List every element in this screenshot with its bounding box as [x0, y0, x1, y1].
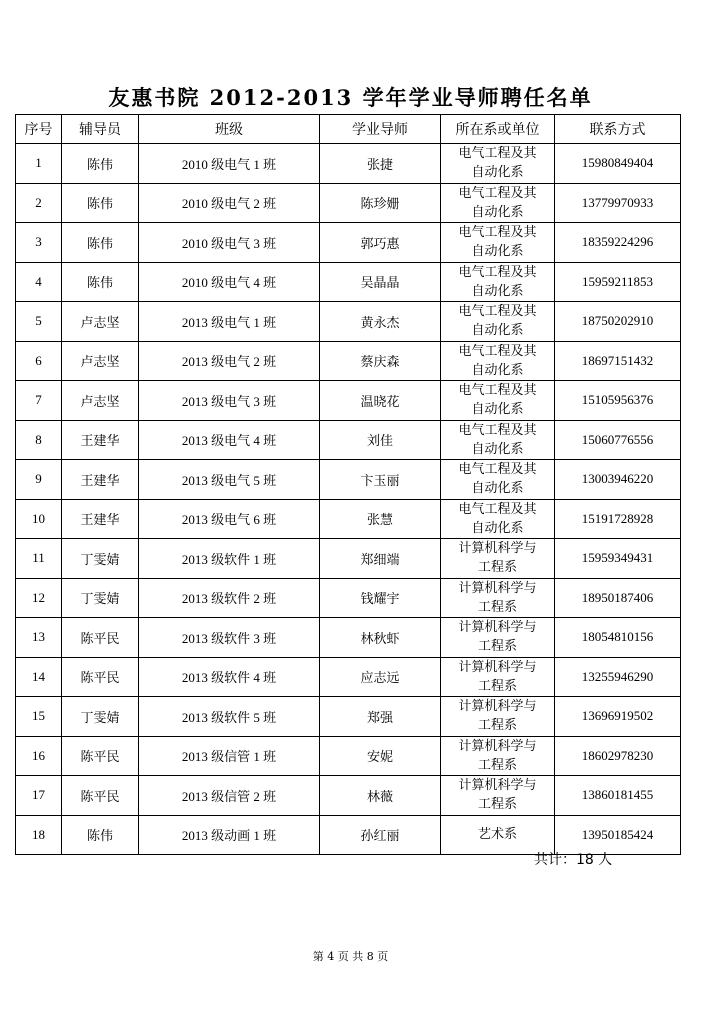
- cell-department: [441, 657, 555, 697]
- department-line: 工程系: [477, 599, 517, 615]
- table-row: [16, 302, 681, 342]
- cell-serial: 3: [16, 223, 62, 263]
- page-footer: 第 4 页 共 8 页: [312, 950, 389, 963]
- cell-contact: 13003946220: [555, 460, 681, 500]
- cell-counselor: 卢志坚: [62, 381, 139, 421]
- cell-mentor: 陈珍姗: [320, 183, 441, 223]
- department-line: 电气工程及其: [458, 264, 537, 280]
- cell-serial: 13: [16, 618, 62, 658]
- cell-class: 2013 级电气 1 班: [139, 302, 320, 342]
- department-line: 计算机科学与: [458, 620, 537, 636]
- mentor-roster-table: [15, 114, 681, 855]
- table-row: [16, 262, 681, 302]
- cell-contact: 15959211853: [555, 262, 681, 302]
- department-line: 电气工程及其: [458, 146, 537, 162]
- cell-class: 2013 级软件 5 班: [139, 697, 320, 737]
- cell-class: 2013 级软件 3 班: [139, 618, 320, 658]
- table-row: [16, 618, 681, 658]
- cell-serial: 14: [16, 657, 62, 697]
- cell-serial: 17: [16, 776, 62, 816]
- table-row: [16, 578, 681, 618]
- header-serial: 序号: [16, 115, 62, 144]
- cell-mentor: 刘佳: [320, 420, 441, 460]
- cell-mentor: 黄永杰: [320, 302, 441, 342]
- cell-class: 2013 级电气 3 班: [139, 381, 320, 421]
- cell-counselor: 陈伟: [62, 223, 139, 263]
- department-line: 电气工程及其: [458, 422, 537, 438]
- cell-counselor: 卢志坚: [62, 341, 139, 381]
- cell-contact: 13255946290: [555, 657, 681, 697]
- cell-department: [441, 341, 555, 381]
- cell-contact: 13950185424: [555, 815, 681, 855]
- cell-mentor: 应志远: [320, 657, 441, 697]
- cell-serial: 5: [16, 302, 62, 342]
- cell-mentor: 孙红丽: [320, 815, 441, 855]
- department-line: 自动化系: [471, 204, 524, 220]
- cell-department: [441, 539, 555, 579]
- department-line: 工程系: [477, 560, 517, 576]
- department-line: 自动化系: [471, 165, 524, 181]
- cell-mentor: 郭巧惠: [320, 223, 441, 263]
- cell-counselor: 王建华: [62, 499, 139, 539]
- table-row: [16, 776, 681, 816]
- cell-class: 2010 级电气 2 班: [139, 183, 320, 223]
- cell-contact: 18750202910: [555, 302, 681, 342]
- cell-contact: 13696919502: [555, 697, 681, 737]
- header-contact: 联系方式: [555, 115, 681, 144]
- cell-serial: 6: [16, 341, 62, 381]
- cell-department: [441, 460, 555, 500]
- department-line: 自动化系: [471, 481, 524, 497]
- department-line: 自动化系: [471, 362, 524, 378]
- cell-serial: 16: [16, 736, 62, 776]
- cell-class: 2013 级电气 2 班: [139, 341, 320, 381]
- table-row: [16, 341, 681, 381]
- department-line: 计算机科学与: [458, 580, 537, 596]
- department-line: 电气工程及其: [458, 225, 537, 241]
- department-line: 自动化系: [471, 323, 524, 339]
- cell-serial: 1: [16, 144, 62, 184]
- department-line: 自动化系: [471, 402, 524, 418]
- header-class: 班级: [139, 115, 320, 144]
- department-line: 电气工程及其: [458, 304, 537, 320]
- cell-department: [441, 499, 555, 539]
- department-line: 计算机科学与: [458, 778, 537, 794]
- cell-department: [441, 302, 555, 342]
- cell-counselor: 王建华: [62, 460, 139, 500]
- cell-contact: 15060776556: [555, 420, 681, 460]
- cell-serial: 7: [16, 381, 62, 421]
- cell-department: [441, 262, 555, 302]
- cell-class: 2013 级电气 6 班: [139, 499, 320, 539]
- table-row: [16, 420, 681, 460]
- table-row: [16, 657, 681, 697]
- cell-mentor: 温晓花: [320, 381, 441, 421]
- table-row: [16, 460, 681, 500]
- cell-class: 2010 级电气 1 班: [139, 144, 320, 184]
- cell-serial: 8: [16, 420, 62, 460]
- cell-class: 2013 级电气 4 班: [139, 420, 320, 460]
- cell-serial: 15: [16, 697, 62, 737]
- cell-counselor: 丁雯婧: [62, 578, 139, 618]
- cell-class: 2013 级信管 2 班: [139, 776, 320, 816]
- cell-class: 2013 级软件 1 班: [139, 539, 320, 579]
- table-row: [16, 697, 681, 737]
- table-row: [16, 144, 681, 184]
- cell-serial: 10: [16, 499, 62, 539]
- table-row: [16, 499, 681, 539]
- department-line: 电气工程及其: [458, 501, 537, 517]
- cell-department: [441, 578, 555, 618]
- table-row: [16, 736, 681, 776]
- cell-counselor: 陈伟: [62, 262, 139, 302]
- cell-class: 2013 级软件 4 班: [139, 657, 320, 697]
- department-line: 计算机科学与: [458, 541, 537, 557]
- table-row: [16, 539, 681, 579]
- cell-mentor: 郑强: [320, 697, 441, 737]
- cell-contact: 18359224296: [555, 223, 681, 263]
- document-title: 友惠书院 2012-2013 学年学业导师聘任名单: [108, 85, 593, 110]
- cell-counselor: 陈伟: [62, 815, 139, 855]
- cell-mentor: 张捷: [320, 144, 441, 184]
- cell-department: [441, 697, 555, 737]
- cell-serial: 12: [16, 578, 62, 618]
- department-line: 工程系: [477, 757, 517, 773]
- cell-class: 2013 级电气 5 班: [139, 460, 320, 500]
- total-count: 共计：18 人: [534, 852, 613, 868]
- cell-class: 2013 级软件 2 班: [139, 578, 320, 618]
- cell-contact: 13860181455: [555, 776, 681, 816]
- cell-contact: 18950187406: [555, 578, 681, 618]
- cell-department: [441, 618, 555, 658]
- department-line: 电气工程及其: [458, 383, 537, 399]
- department-line: 电气工程及其: [458, 462, 537, 478]
- department-line: 自动化系: [471, 441, 524, 457]
- cell-mentor: 林秋虾: [320, 618, 441, 658]
- cell-counselor: 陈平民: [62, 618, 139, 658]
- cell-class: 2013 级信管 1 班: [139, 736, 320, 776]
- cell-department: [441, 183, 555, 223]
- cell-serial: 4: [16, 262, 62, 302]
- cell-counselor: 陈平民: [62, 657, 139, 697]
- cell-department: [441, 144, 555, 184]
- cell-mentor: 张慧: [320, 499, 441, 539]
- cell-department: [441, 420, 555, 460]
- cell-contact: 15105956376: [555, 381, 681, 421]
- cell-mentor: 吴晶晶: [320, 262, 441, 302]
- department-line: 计算机科学与: [458, 738, 537, 754]
- cell-contact: 15980849404: [555, 144, 681, 184]
- cell-mentor: 郑细端: [320, 539, 441, 579]
- cell-counselor: 丁雯婧: [62, 697, 139, 737]
- cell-counselor: 丁雯婧: [62, 539, 139, 579]
- cell-counselor: 卢志坚: [62, 302, 139, 342]
- cell-serial: 11: [16, 539, 62, 579]
- cell-contact: 18054810156: [555, 618, 681, 658]
- cell-department: [441, 381, 555, 421]
- table-body: [16, 144, 681, 855]
- cell-counselor: 陈伟: [62, 144, 139, 184]
- department-line: 电气工程及其: [458, 343, 537, 359]
- header-department: 所在系或单位: [441, 115, 555, 144]
- department-line: 工程系: [477, 639, 517, 655]
- cell-mentor: 卞玉丽: [320, 460, 441, 500]
- header-counselor: 辅导员: [62, 115, 139, 144]
- cell-mentor: 钱耀宇: [320, 578, 441, 618]
- cell-class: 2010 级电气 3 班: [139, 223, 320, 263]
- cell-counselor: 陈平民: [62, 736, 139, 776]
- department-line: 自动化系: [471, 520, 524, 536]
- cell-contact: 15959349431: [555, 539, 681, 579]
- department-line: 工程系: [477, 718, 517, 734]
- department-line: 艺术系: [477, 827, 517, 843]
- department-line: 计算机科学与: [458, 699, 537, 715]
- table-row: [16, 223, 681, 263]
- cell-contact: 18697151432: [555, 341, 681, 381]
- cell-department: [441, 223, 555, 263]
- cell-contact: 13779970933: [555, 183, 681, 223]
- cell-mentor: 林薇: [320, 776, 441, 816]
- department-line: 自动化系: [471, 244, 524, 260]
- department-line: 电气工程及其: [458, 185, 537, 201]
- header-mentor: 学业导师: [320, 115, 441, 144]
- cell-department: [441, 776, 555, 816]
- cell-serial: 18: [16, 815, 62, 855]
- cell-mentor: 蔡庆森: [320, 341, 441, 381]
- cell-class: 2013 级动画 1 班: [139, 815, 320, 855]
- cell-department: [441, 736, 555, 776]
- cell-contact: 18602978230: [555, 736, 681, 776]
- cell-counselor: 陈伟: [62, 183, 139, 223]
- cell-contact: 15191728928: [555, 499, 681, 539]
- table-header-row: [16, 115, 681, 144]
- department-line: 自动化系: [471, 283, 524, 299]
- table-row: [16, 381, 681, 421]
- department-line: 工程系: [477, 678, 517, 694]
- department-line: 工程系: [477, 797, 517, 813]
- cell-mentor: 安妮: [320, 736, 441, 776]
- cell-counselor: 王建华: [62, 420, 139, 460]
- department-line: 计算机科学与: [458, 659, 537, 675]
- cell-counselor: 陈平民: [62, 776, 139, 816]
- cell-serial: 9: [16, 460, 62, 500]
- cell-serial: 2: [16, 183, 62, 223]
- cell-class: 2010 级电气 4 班: [139, 262, 320, 302]
- table-row: [16, 183, 681, 223]
